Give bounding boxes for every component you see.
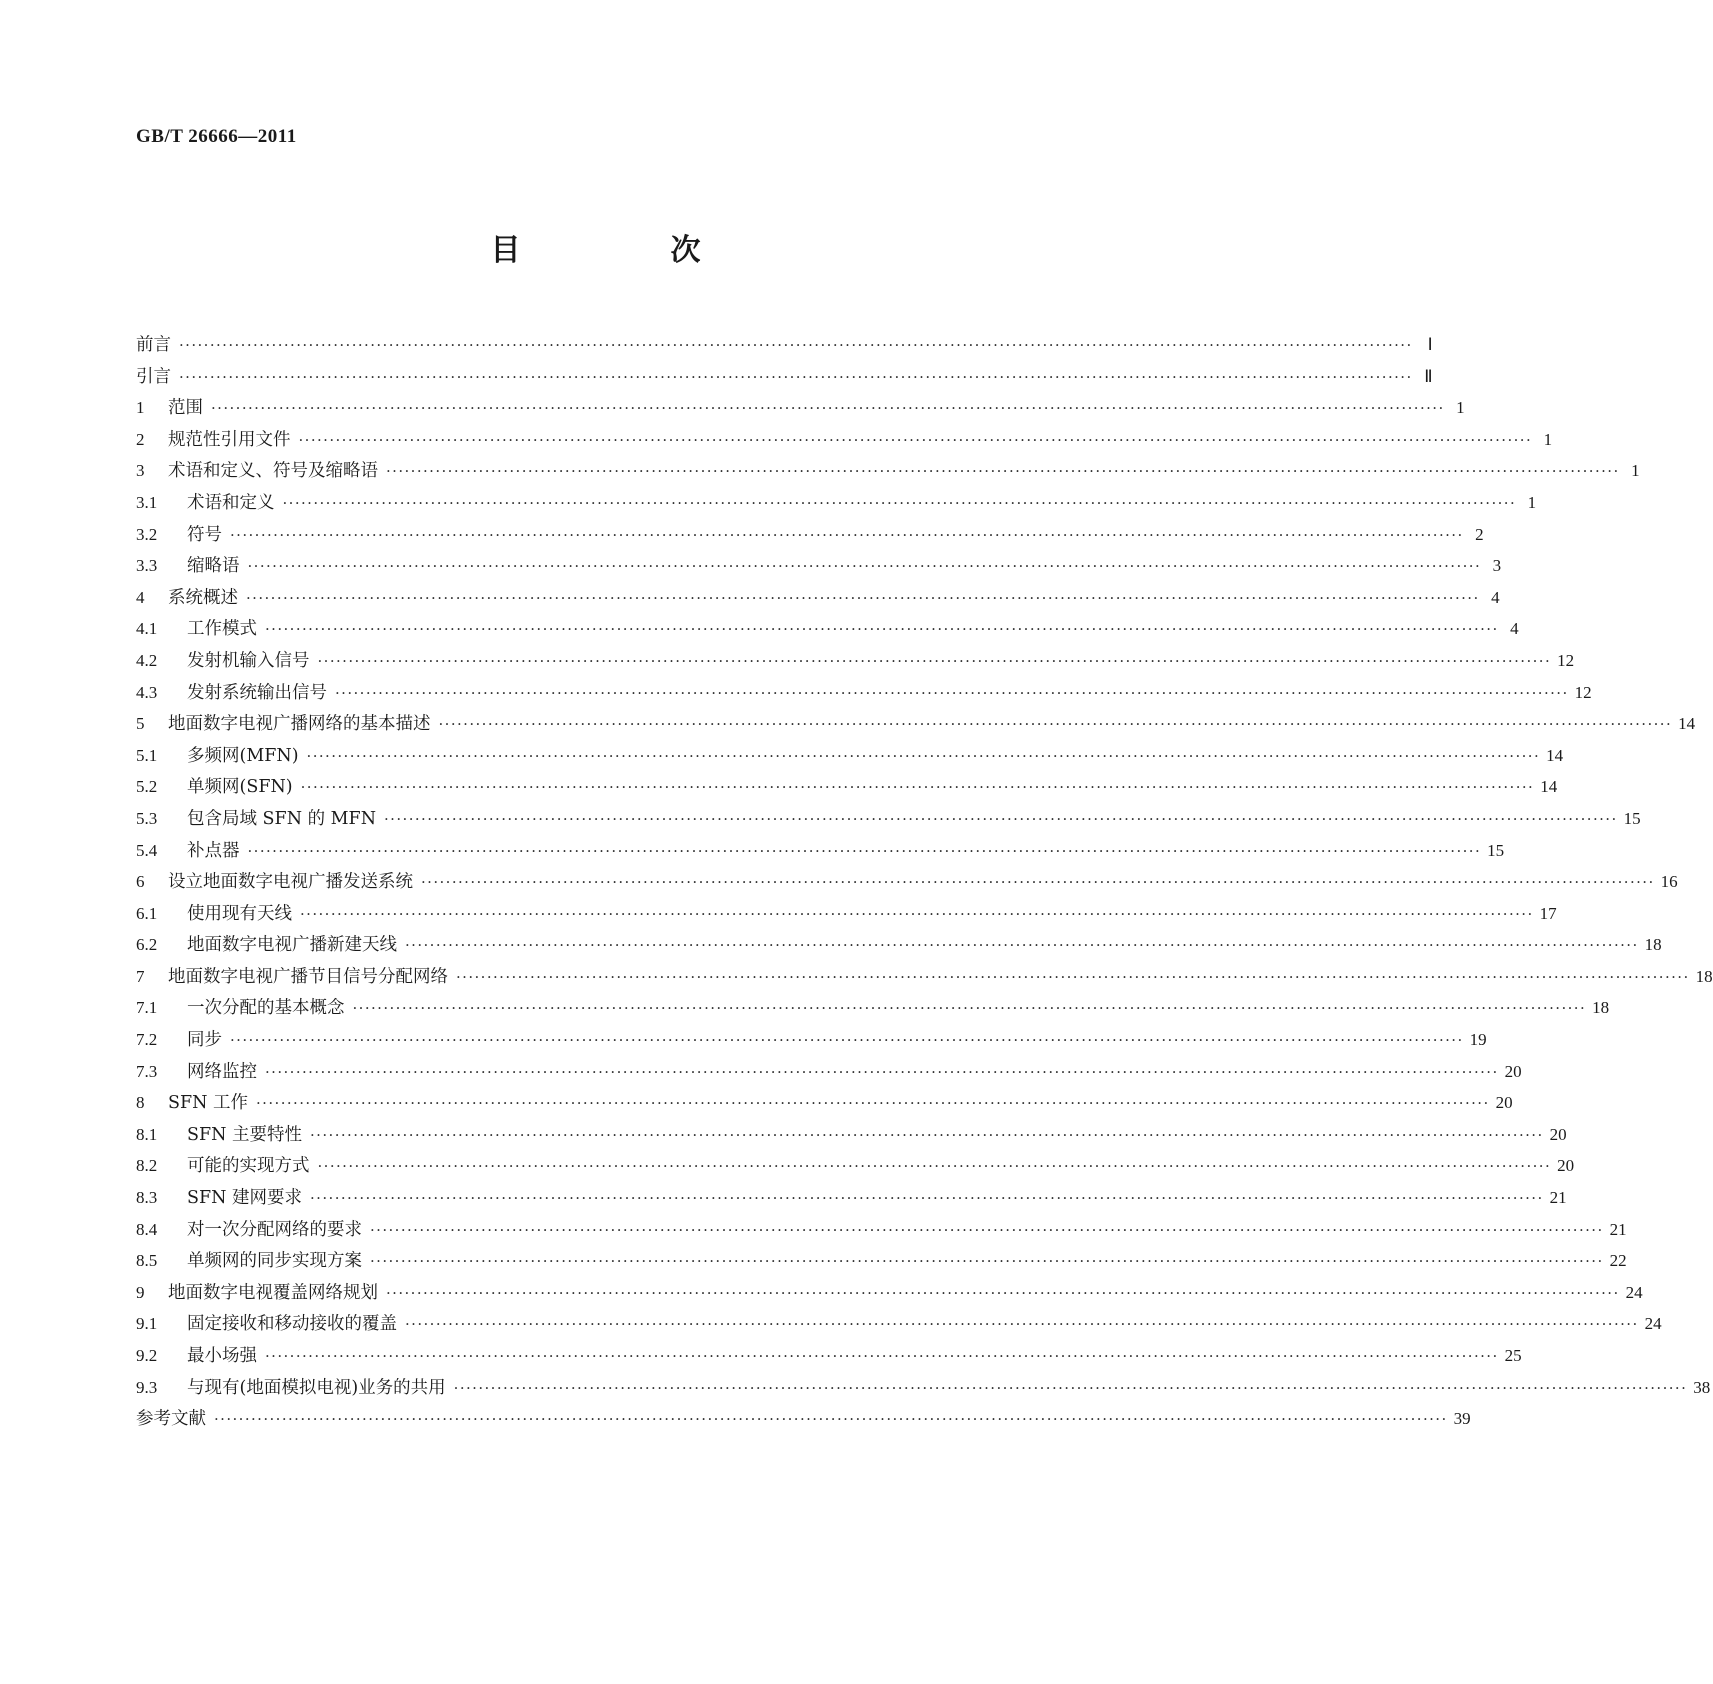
toc-entry-label: 同步 [187, 1030, 222, 1051]
toc-entry[interactable] [136, 645, 1575, 677]
toc-entry-page: 21 [1609, 1219, 1627, 1239]
toc-entry-label: 发射机输入信号 [187, 650, 310, 671]
dot-leader: ········································································································································································································ [256, 1094, 1490, 1113]
toc-entry-number: 9.2 [136, 1346, 158, 1365]
toc-entry[interactable] [136, 866, 1678, 898]
toc-entry[interactable] [136, 961, 1713, 993]
dot-leader: ········································································································································································································ [282, 493, 1517, 512]
toc-entry[interactable] [136, 1150, 1575, 1182]
toc-entry-page: 14 [1546, 745, 1564, 765]
table-of-contents [136, 329, 1713, 1435]
toc-entry-number: 4 [136, 587, 145, 607]
toc-entry[interactable] [136, 1372, 1711, 1404]
toc-entry-page: 15 [1487, 840, 1505, 860]
toc-entry-page: 12 [1574, 682, 1592, 702]
toc-entry-number: 5.1 [136, 745, 158, 765]
toc-entry-page: 1 [1456, 398, 1465, 418]
dot-leader: ········································································································································································································ [405, 1315, 1639, 1334]
toc-entry-page: Ⅱ [1424, 366, 1433, 386]
dot-leader: ········································································································································································································ [246, 588, 1480, 607]
dot-leader: ········································································································································································································ [179, 336, 1413, 354]
toc-entry[interactable] [136, 455, 1640, 487]
toc-entry-page: 18 [1695, 966, 1713, 986]
toc-entry-number: 5 [136, 714, 145, 734]
dot-leader: ········································································································································································································ [421, 873, 1655, 892]
toc-entry-page: 24 [1625, 1282, 1643, 1302]
toc-entry[interactable] [136, 1119, 1567, 1151]
toc-entry-number: 3.2 [136, 524, 158, 544]
dot-leader: ········································································································································································································ [306, 746, 1541, 765]
toc-entry-number: 1 [136, 398, 145, 418]
toc-entry[interactable] [136, 392, 1465, 424]
dot-leader: ········································································································································································································ [453, 1378, 1688, 1397]
toc-entry[interactable] [136, 424, 1553, 456]
toc-entry[interactable] [136, 519, 1484, 551]
toc-entry[interactable] [136, 740, 1564, 772]
toc-entry[interactable] [136, 1340, 1522, 1372]
toc-entry-label: 对一次分配网络的要求 [187, 1219, 362, 1240]
toc-entry-page: 4 [1491, 587, 1500, 607]
toc-entry-number: 6.1 [136, 903, 158, 923]
toc-entry[interactable] [136, 771, 1558, 803]
toc-entry[interactable] [136, 803, 1641, 835]
dot-leader: ········································································································································································································ [310, 1125, 1544, 1144]
toc-entry-number: 2 [136, 429, 145, 449]
toc-entry-number: 7.3 [136, 1061, 158, 1081]
toc-entry-number: 3.3 [136, 556, 158, 576]
toc-entry-label: SFN 主要特性 [187, 1124, 303, 1145]
toc-entry-number: 8.2 [136, 1156, 158, 1176]
dot-leader: ········································································································································································································ [317, 651, 1552, 670]
dot-leader: ········································································································································································································ [179, 367, 1413, 386]
toc-entry-label: 符号 [187, 524, 222, 545]
dot-leader: ········································································································································································································ [370, 1220, 1604, 1239]
toc-entry-number: 7.2 [136, 1030, 158, 1050]
toc-entry-number: 3.1 [136, 492, 158, 512]
dot-leader: ········································································································································································································ [456, 967, 1690, 986]
toc-entry-label: 补点器 [187, 840, 240, 861]
toc-entry[interactable] [136, 677, 1592, 709]
dot-leader: ········································································································································································································ [298, 430, 1533, 449]
dot-leader: ········································································································································································································ [230, 1031, 1464, 1050]
toc-entry[interactable] [136, 1182, 1567, 1214]
toc-entry-label: 地面数字电视广播网络的基本描述 [168, 714, 431, 735]
toc-entry-number: 7.1 [136, 998, 158, 1018]
toc-entry-number: 7 [136, 966, 145, 986]
toc-entry[interactable] [136, 582, 1500, 614]
toc-entry-number: 9 [136, 1282, 145, 1302]
toc-entry-number: 5.4 [136, 840, 158, 860]
toc-entry-label: 最小场强 [187, 1346, 257, 1366]
dot-leader: ········································································································································································································ [335, 683, 1569, 702]
toc-entry-label: 使用现有天线 [187, 903, 292, 924]
toc-entry-number: 4.2 [136, 650, 158, 670]
dot-leader: ········································································································································································································ [230, 525, 1464, 544]
toc-entry-number: 9.1 [136, 1314, 158, 1334]
toc-entry[interactable] [136, 1277, 1643, 1309]
toc-entry[interactable] [136, 1214, 1627, 1246]
toc-entry-page: 22 [1609, 1251, 1627, 1271]
dot-leader: ········································································································································································································ [247, 557, 1482, 576]
toc-entry-number: 6 [136, 872, 145, 892]
toc-entry[interactable] [136, 550, 1502, 582]
toc-entry-label: 与现有(地面模拟电视)业务的共用 [187, 1377, 446, 1398]
toc-entry[interactable] [136, 708, 1696, 740]
toc-entry-number: 8.3 [136, 1188, 158, 1208]
toc-entry[interactable] [136, 992, 1610, 1024]
toc-entry-page: 2 [1475, 524, 1484, 544]
toc-entry-number: 9.3 [136, 1377, 158, 1397]
toc-entry-number: 6.2 [136, 935, 158, 955]
toc-entry-label: 缩略语 [187, 556, 240, 577]
toc-entry-page: 25 [1504, 1346, 1522, 1365]
toc-entry[interactable] [136, 329, 1433, 361]
toc-entry-page: 14 [1540, 777, 1558, 797]
toc-entry-label: 包含局域 SFN 的 MFN [187, 808, 377, 829]
toc-entry-page: 16 [1660, 872, 1678, 892]
toc-entry[interactable] [136, 835, 1505, 867]
toc-entry-page: 24 [1644, 1314, 1662, 1334]
toc-entry-number: 8.5 [136, 1251, 158, 1271]
toc-entry-page: 17 [1539, 903, 1557, 923]
dot-leader: ········································································································································································································ [265, 1347, 1499, 1365]
toc-entry-page: 21 [1549, 1188, 1567, 1208]
toc-entry[interactable] [136, 487, 1537, 519]
toc-entry-label: 网络监控 [187, 1061, 257, 1082]
toc-entry-page: 1 [1631, 461, 1640, 481]
toc-entry-number: 8.1 [136, 1124, 158, 1144]
toc-entry-label: 单频网的同步实现方案 [187, 1251, 362, 1272]
toc-entry-label: 前言 [136, 335, 171, 355]
toc-entry-label: 规范性引用文件 [168, 429, 291, 450]
dot-leader: ········································································································································································································ [386, 1283, 1620, 1302]
toc-entry[interactable] [136, 1245, 1627, 1277]
toc-entry-label: 系统概述 [168, 587, 238, 608]
toc-entry-label: 地面数字电视覆盖网络规划 [168, 1282, 378, 1303]
toc-entry-page: 38 [1693, 1377, 1711, 1397]
toc-entry-number: 4.1 [136, 619, 158, 639]
toc-entry-label: SFN 工作 [168, 1093, 249, 1114]
toc-entry-page: 18 [1592, 998, 1610, 1018]
toc-entry-label: 地面数字电视广播节目信号分配网络 [168, 966, 448, 987]
toc-entry-page: 12 [1557, 650, 1575, 670]
toc-entry-number: 5.2 [136, 777, 158, 797]
toc-entry[interactable] [136, 1056, 1522, 1088]
toc-entry-page: Ⅰ [1427, 335, 1433, 354]
toc-entry-page: 4 [1510, 619, 1519, 639]
toc-entry[interactable] [136, 929, 1662, 961]
toc-entry-label: 固定接收和移动接收的覆盖 [187, 1314, 397, 1335]
toc-entry-page: 14 [1678, 714, 1696, 734]
toc-entry-label: 单频网(SFN) [187, 777, 293, 798]
toc-entry-page: 39 [1453, 1409, 1471, 1429]
toc-entry-label: 地面数字电视广播新建天线 [187, 935, 397, 956]
toc-entry-number: 4.3 [136, 682, 158, 702]
toc-entry[interactable] [136, 898, 1557, 930]
toc-entry-number: 8 [136, 1093, 145, 1113]
toc-entry-label: 设立地面数字电视广播发送系统 [168, 872, 413, 893]
dot-leader: ········································································································································································································ [265, 1062, 1499, 1081]
toc-entry-label: 一次分配的基本概念 [187, 998, 345, 1019]
toc-entry-label: 术语和定义、符号及缩略语 [168, 461, 378, 482]
page-title: 目 次 [490, 233, 761, 268]
dot-leader: ········································································································································································································ [386, 462, 1620, 481]
dot-leader: ········································································································································································································ [300, 904, 1534, 923]
dot-leader: ········································································································································································································ [265, 620, 1499, 639]
toc-entry-label: 参考文献 [136, 1409, 206, 1430]
standard-code: GB/T 26666—2011 [136, 126, 297, 147]
toc-entry-label: 引言 [136, 366, 171, 387]
toc-entry-label: 范围 [168, 398, 203, 419]
dot-leader: ········································································································································································································ [247, 841, 1482, 860]
toc-entry-page: 20 [1557, 1156, 1575, 1176]
dot-leader: ········································································································································································································ [352, 999, 1587, 1018]
toc-entry-page: 19 [1469, 1030, 1487, 1050]
toc-entry-page: 1 [1527, 492, 1537, 512]
toc-entry[interactable] [136, 613, 1519, 645]
toc-entry[interactable] [136, 1024, 1487, 1056]
toc-entry[interactable] [136, 1308, 1662, 1340]
dot-leader: ········································································································································································································ [211, 399, 1445, 418]
dot-leader: ········································································································································································································ [300, 778, 1535, 797]
dot-leader: ········································································································································································································ [370, 1252, 1604, 1271]
toc-entry-label: 发射系统输出信号 [187, 682, 327, 703]
toc-entry-page: 20 [1504, 1061, 1522, 1081]
toc-entry-number: 8.4 [136, 1219, 158, 1239]
dot-leader: ········································································································································································································ [317, 1157, 1552, 1176]
toc-entry-page: 20 [1495, 1093, 1513, 1113]
toc-entry-label: 可能的实现方式 [187, 1156, 310, 1177]
toc-entry[interactable] [136, 1403, 1471, 1435]
toc-entry-label: 术语和定义 [187, 492, 275, 513]
dot-leader: ········································································································································································································ [438, 715, 1673, 734]
dot-leader: ········································································································································································································ [310, 1189, 1544, 1208]
toc-entry-page: 1 [1543, 429, 1553, 449]
dot-leader: ········································································································································································································ [214, 1410, 1448, 1429]
dot-leader: ········································································································································································································ [405, 936, 1639, 955]
toc-entry[interactable] [136, 1087, 1513, 1119]
toc-entry-label: SFN 建网要求 [187, 1188, 303, 1209]
toc-entry[interactable] [136, 361, 1433, 393]
toc-entry-number: 5.3 [136, 808, 158, 828]
toc-entry-page: 18 [1644, 935, 1662, 955]
toc-entry-number: 3 [136, 461, 145, 481]
toc-entry-page: 20 [1549, 1124, 1567, 1144]
dot-leader: ········································································································································································································ [384, 809, 1618, 828]
toc-entry-label: 多频网(MFN) [187, 745, 299, 766]
toc-entry-label: 工作模式 [187, 619, 257, 640]
toc-entry-page: 3 [1492, 556, 1502, 576]
toc-entry-page: 15 [1623, 808, 1641, 828]
